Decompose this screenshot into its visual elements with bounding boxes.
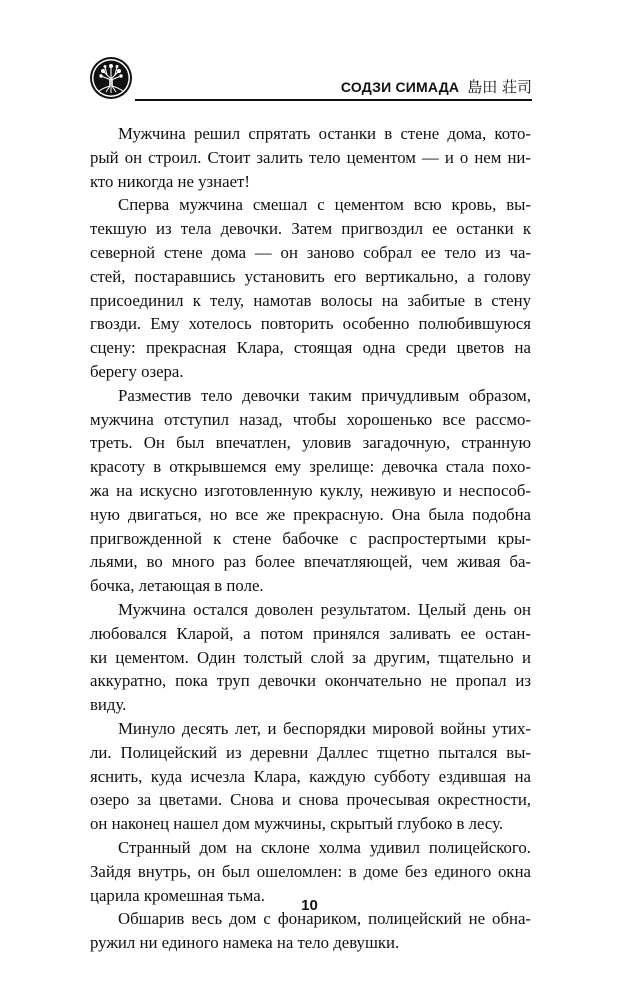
text-line: присоединил к телу, намотав волосы на забитые в стену <box>90 290 531 310</box>
text-line: сцену: прекрасная Клара, стоящая одна среди цветов на <box>90 338 531 358</box>
text-line: кто никогда не узнает! <box>90 171 250 191</box>
text-line: Мужчина остался доволен результатом. Целый день он <box>118 599 531 619</box>
text-line: ли. Полицейский из деревни Даллес тщетно пытался вы- <box>90 742 531 762</box>
text-line: Минуло десять лет, и беспорядки мировой войны утих- <box>118 718 531 738</box>
header-rule <box>135 99 532 101</box>
page-number: 10 <box>301 897 318 914</box>
running-header <box>89 56 532 102</box>
author-name-russian: СОДЗИ СИМАДА <box>340 79 460 95</box>
running-head-author <box>341 77 532 97</box>
text-line: жа на искусно изготовленную куклу, неживую и неспособ- <box>90 480 531 500</box>
paragraph <box>90 907 531 955</box>
body-text <box>90 122 531 955</box>
text-line: Зайдя внутрь, он был ошеломлен: в доме без единого окна <box>90 861 531 881</box>
text-line: льями, во много раз более впечатляющей, чем живая ба- <box>90 552 531 572</box>
text-line: ружил ни единого намека на тело девушки. <box>90 933 400 953</box>
text-line: Мужчина решил спрятать останки в стене дома, кото- <box>118 124 531 143</box>
text-line: Разместив тело девочки таким причудливым образом, <box>118 385 531 405</box>
text-line: рый он строил. Стоит залить тело цементом — и о нем ни- <box>90 147 531 167</box>
text-line: текшую из тела девочки. Затем пригвоздил ее останки к <box>90 219 531 239</box>
text-line: красоту в открывшемся ему зрелище: девочка стала похо- <box>90 457 531 477</box>
author-name-japanese: 島田 荘司 <box>467 78 532 96</box>
text-line: ки цементом. Один толстый слой за другим, тщательно и <box>90 647 531 667</box>
text-line: царила кромешная тьма. <box>90 885 265 905</box>
text-line: виду. <box>90 695 127 715</box>
text-line: берегу озера. <box>90 361 184 381</box>
text-line: стей, постаравшись установить его вертикально, а голову <box>90 266 531 286</box>
text-line: озеро за цветами. Снова и снова прочесывая окрестности, <box>90 790 531 810</box>
text-line: любовался Кларой, а потом принялся заливать ее остан- <box>90 623 531 643</box>
text-line: аккуратно, пока труп девочки окончательно не пропал из <box>90 671 531 691</box>
text-line: бочка, летающая в поле. <box>90 576 264 596</box>
text-line: ную двигаться, но все же прекрасную. Она была подобна <box>90 504 531 524</box>
text-line: Странный дом на склоне холма удивил полицейского. <box>118 837 531 857</box>
tree-of-life-icon <box>89 56 133 100</box>
text-line: Обшарив весь дом с фонариком, полицейский не обна- <box>118 909 531 929</box>
text-line: треть. Он был впечатлен, уловив загадочную, странную <box>90 433 531 453</box>
paragraph <box>90 717 531 836</box>
text-line: яснить, куда исчезла Клара, каждую субботу ездившая на <box>90 766 531 786</box>
text-line: он наконец нашел дом мужчины, скрытый глубоко в лесу. <box>90 814 504 834</box>
paragraph <box>90 598 531 717</box>
text-line: гвозди. Ему хотелось повторить особенно полюбившуюся <box>90 314 531 334</box>
text-line: мужчина отступил назад, чтобы хорошенько все рассмо- <box>90 409 531 429</box>
paragraph <box>90 193 531 383</box>
text-line: Сперва мужчина смешал с цементом всю кровь, вы- <box>118 195 531 215</box>
paragraph <box>90 384 531 598</box>
paragraph <box>90 122 531 193</box>
text-line: северной стене дома — он заново собрал ее тело из ча- <box>90 242 531 262</box>
text-line: пригвожденной к стене бабочке с распростертыми кры- <box>90 528 531 548</box>
